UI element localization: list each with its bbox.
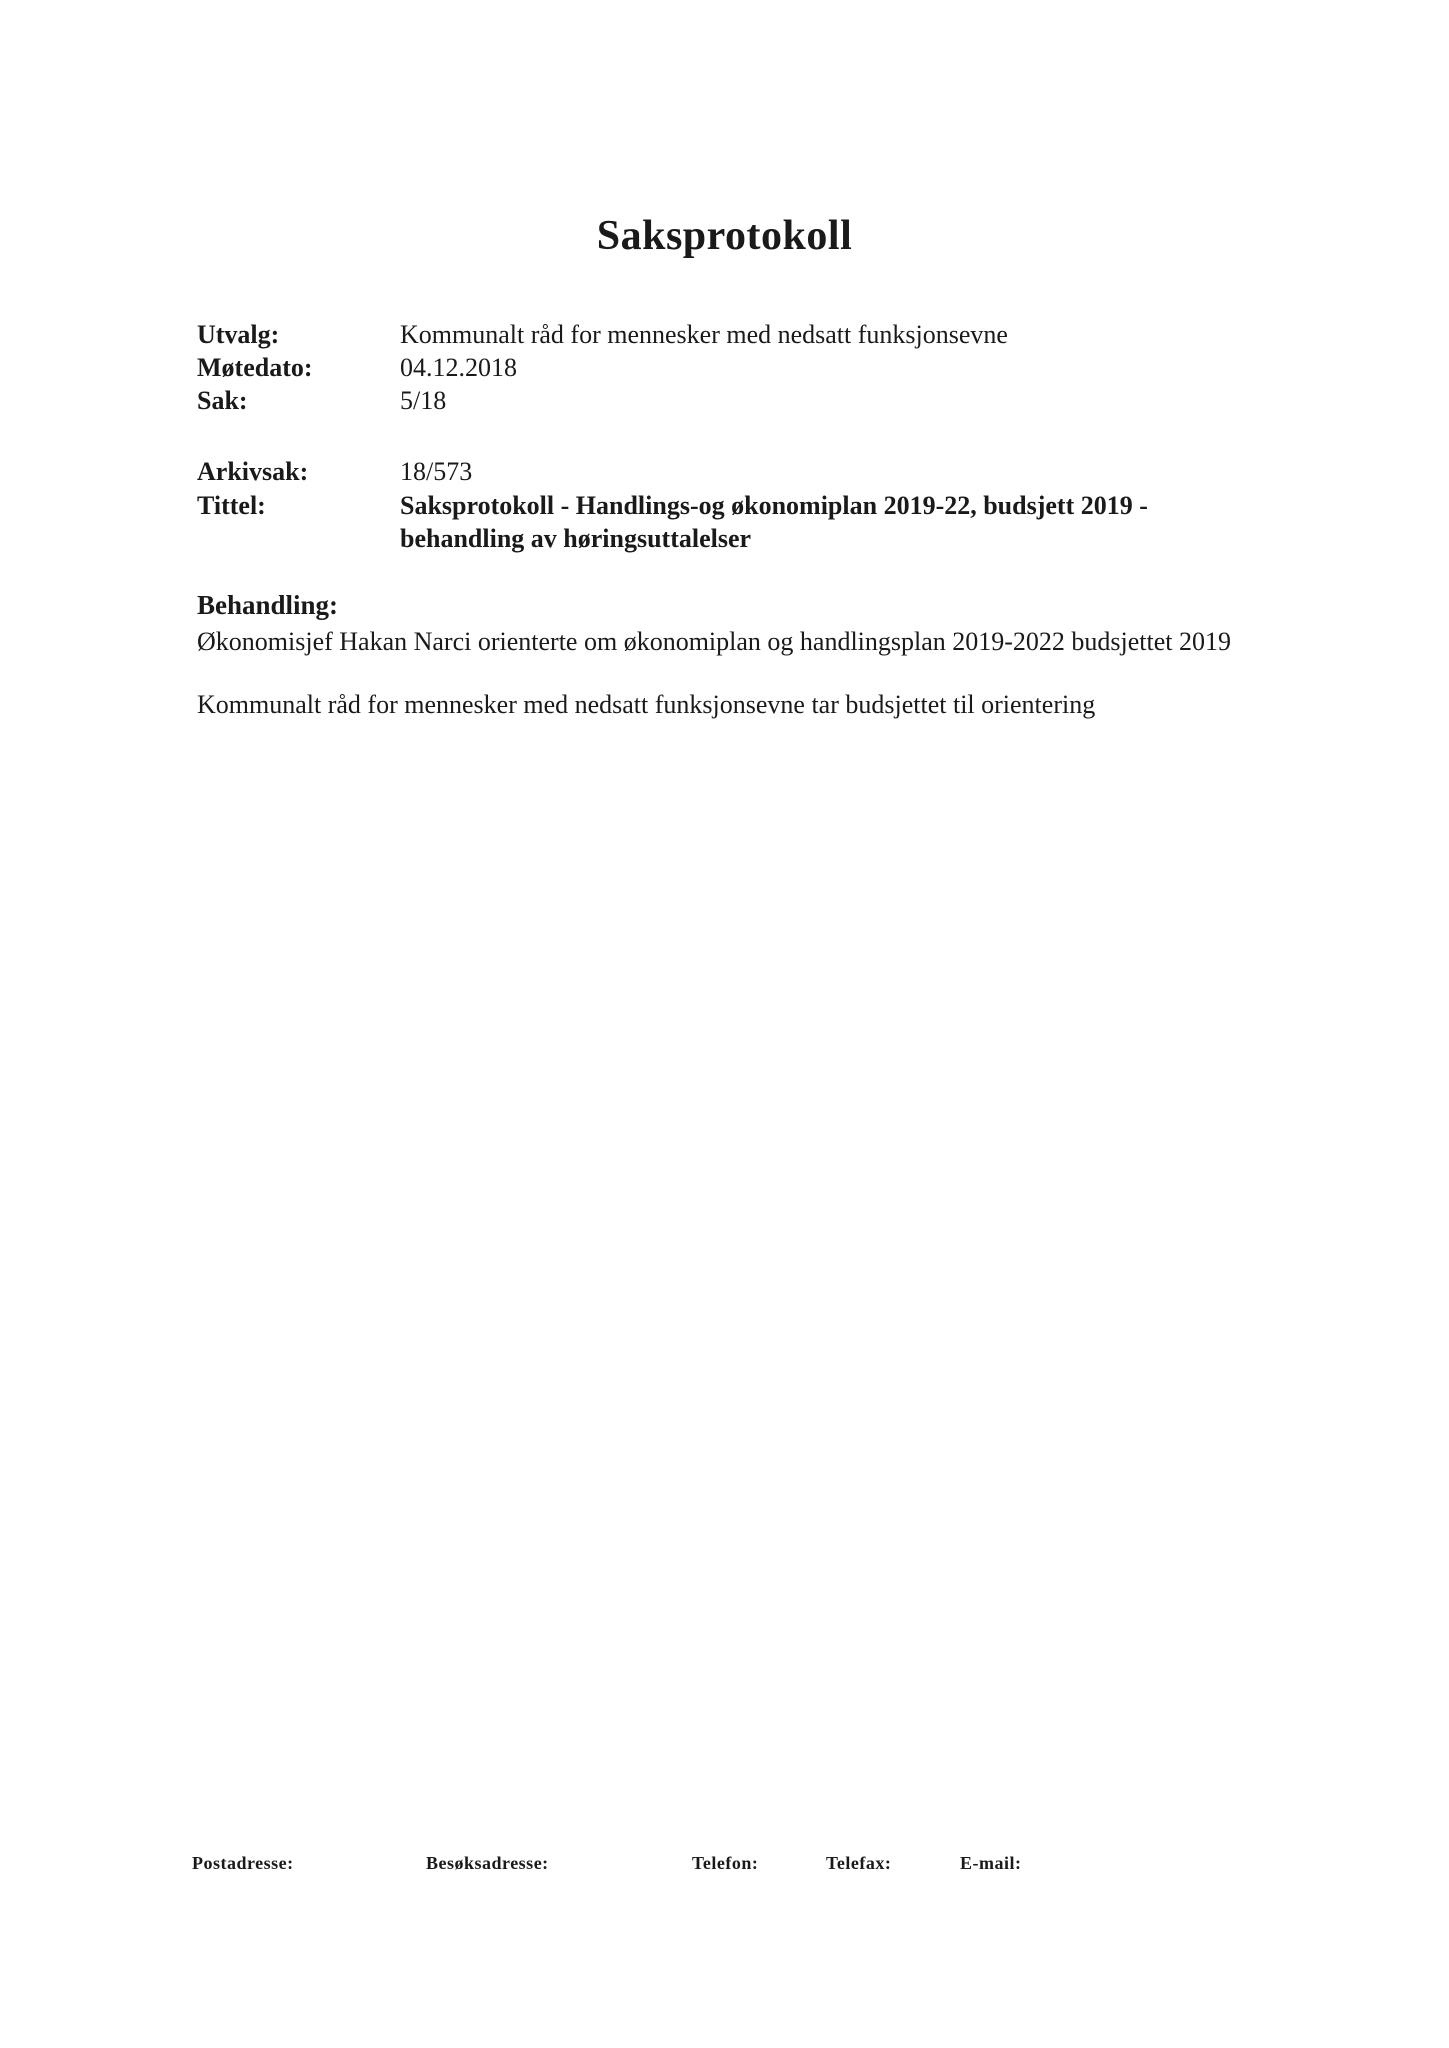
- tittel-label: Tittel:: [197, 491, 266, 520]
- tittel-value-line1: Saksprotokoll - Handlings-og økonomiplan 2019-22, budsjett 2019 -: [400, 491, 1148, 520]
- sak-value: 5/18: [400, 386, 447, 415]
- footer-postadresse: Postadresse:: [192, 1853, 294, 1873]
- sak-label: Sak:: [197, 386, 248, 415]
- document-title: Saksprotokoll: [596, 213, 853, 259]
- behandling-label: Behandling:: [197, 590, 339, 620]
- motedato-value: 04.12.2018: [400, 353, 517, 382]
- arkivsak-value: 18/573: [400, 457, 473, 486]
- arkivsak-label: Arkivsak:: [197, 457, 309, 486]
- behandling-paragraph-2: Kommunalt råd for mennesker med nedsatt funksjonsevne tar budsjettet til orientering: [197, 690, 1096, 719]
- footer-telefon: Telefon:: [692, 1853, 759, 1873]
- footer-telefax: Telefax:: [826, 1853, 892, 1873]
- behandling-paragraph-1: Økonomisjef Hakan Narci orienterte om økonomiplan og handlingsplan 2019-2022 budsjettet 2019: [197, 627, 1232, 656]
- footer-besoksadresse: Besøksadresse:: [426, 1853, 549, 1873]
- footer-email: E-mail:: [960, 1853, 1022, 1873]
- utvalg-value: Kommunalt råd for mennesker med nedsatt funksjonsevne: [400, 320, 1008, 349]
- utvalg-label: Utvalg:: [197, 320, 280, 349]
- motedato-label: Møtedato:: [197, 353, 313, 382]
- tittel-value-line2: behandling av høringsuttalelser: [400, 524, 752, 553]
